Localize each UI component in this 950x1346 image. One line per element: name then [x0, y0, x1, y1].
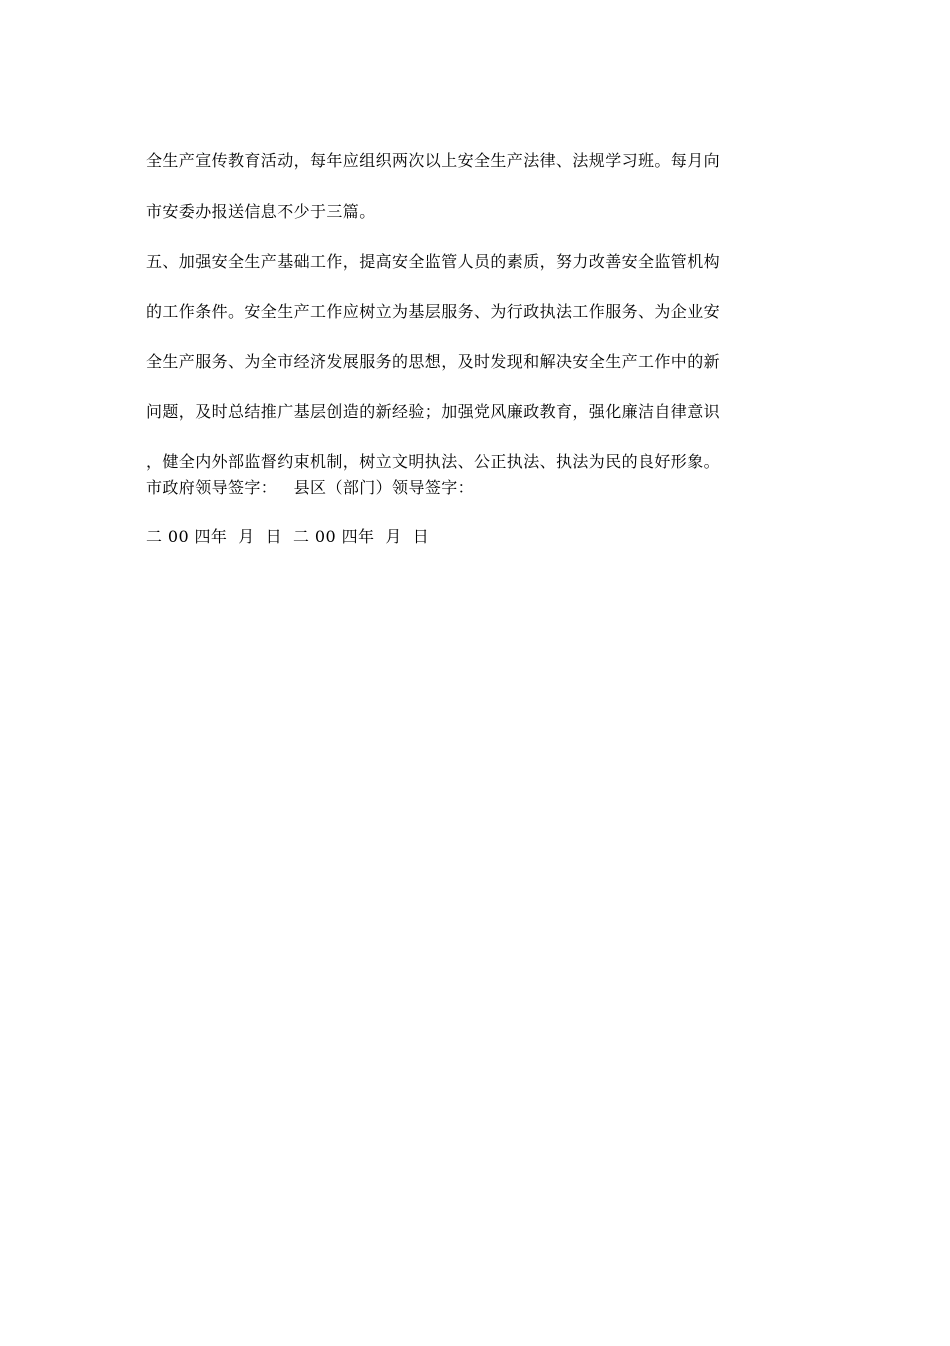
paragraph-line: ，健全内外部监督约束机制，树立文明执法、公正执法、执法为民的良好形象。: [146, 452, 721, 471]
signature-line: 市政府领导签字： 县区（部门）领导签字：: [146, 478, 475, 497]
paragraph-line: 市安委办报送信息不少于三篇。: [146, 202, 376, 221]
paragraph-line: 全生产服务、为全市经济发展服务的思想，及时发现和解决安全生产工作中的新: [146, 352, 721, 371]
paragraph-line: 全生产宣传教育活动，每年应组织两次以上安全生产法律、法规学习班。每月向: [146, 151, 721, 170]
paragraph-line: 的工作条件。安全生产工作应树立为基层服务、为行政执法工作服务、为企业安: [146, 302, 721, 321]
date-line: 二 00 四年 月 日 二 00 四年 月 日: [146, 527, 430, 546]
paragraph-line: 五、加强安全生产基础工作，提高安全监管人员的素质，努力改善安全监管机构: [146, 252, 721, 271]
paragraph-line: 问题，及时总结推广基层创造的新经验；加强党风廉政教育，强化廉洁自律意识: [146, 402, 721, 421]
